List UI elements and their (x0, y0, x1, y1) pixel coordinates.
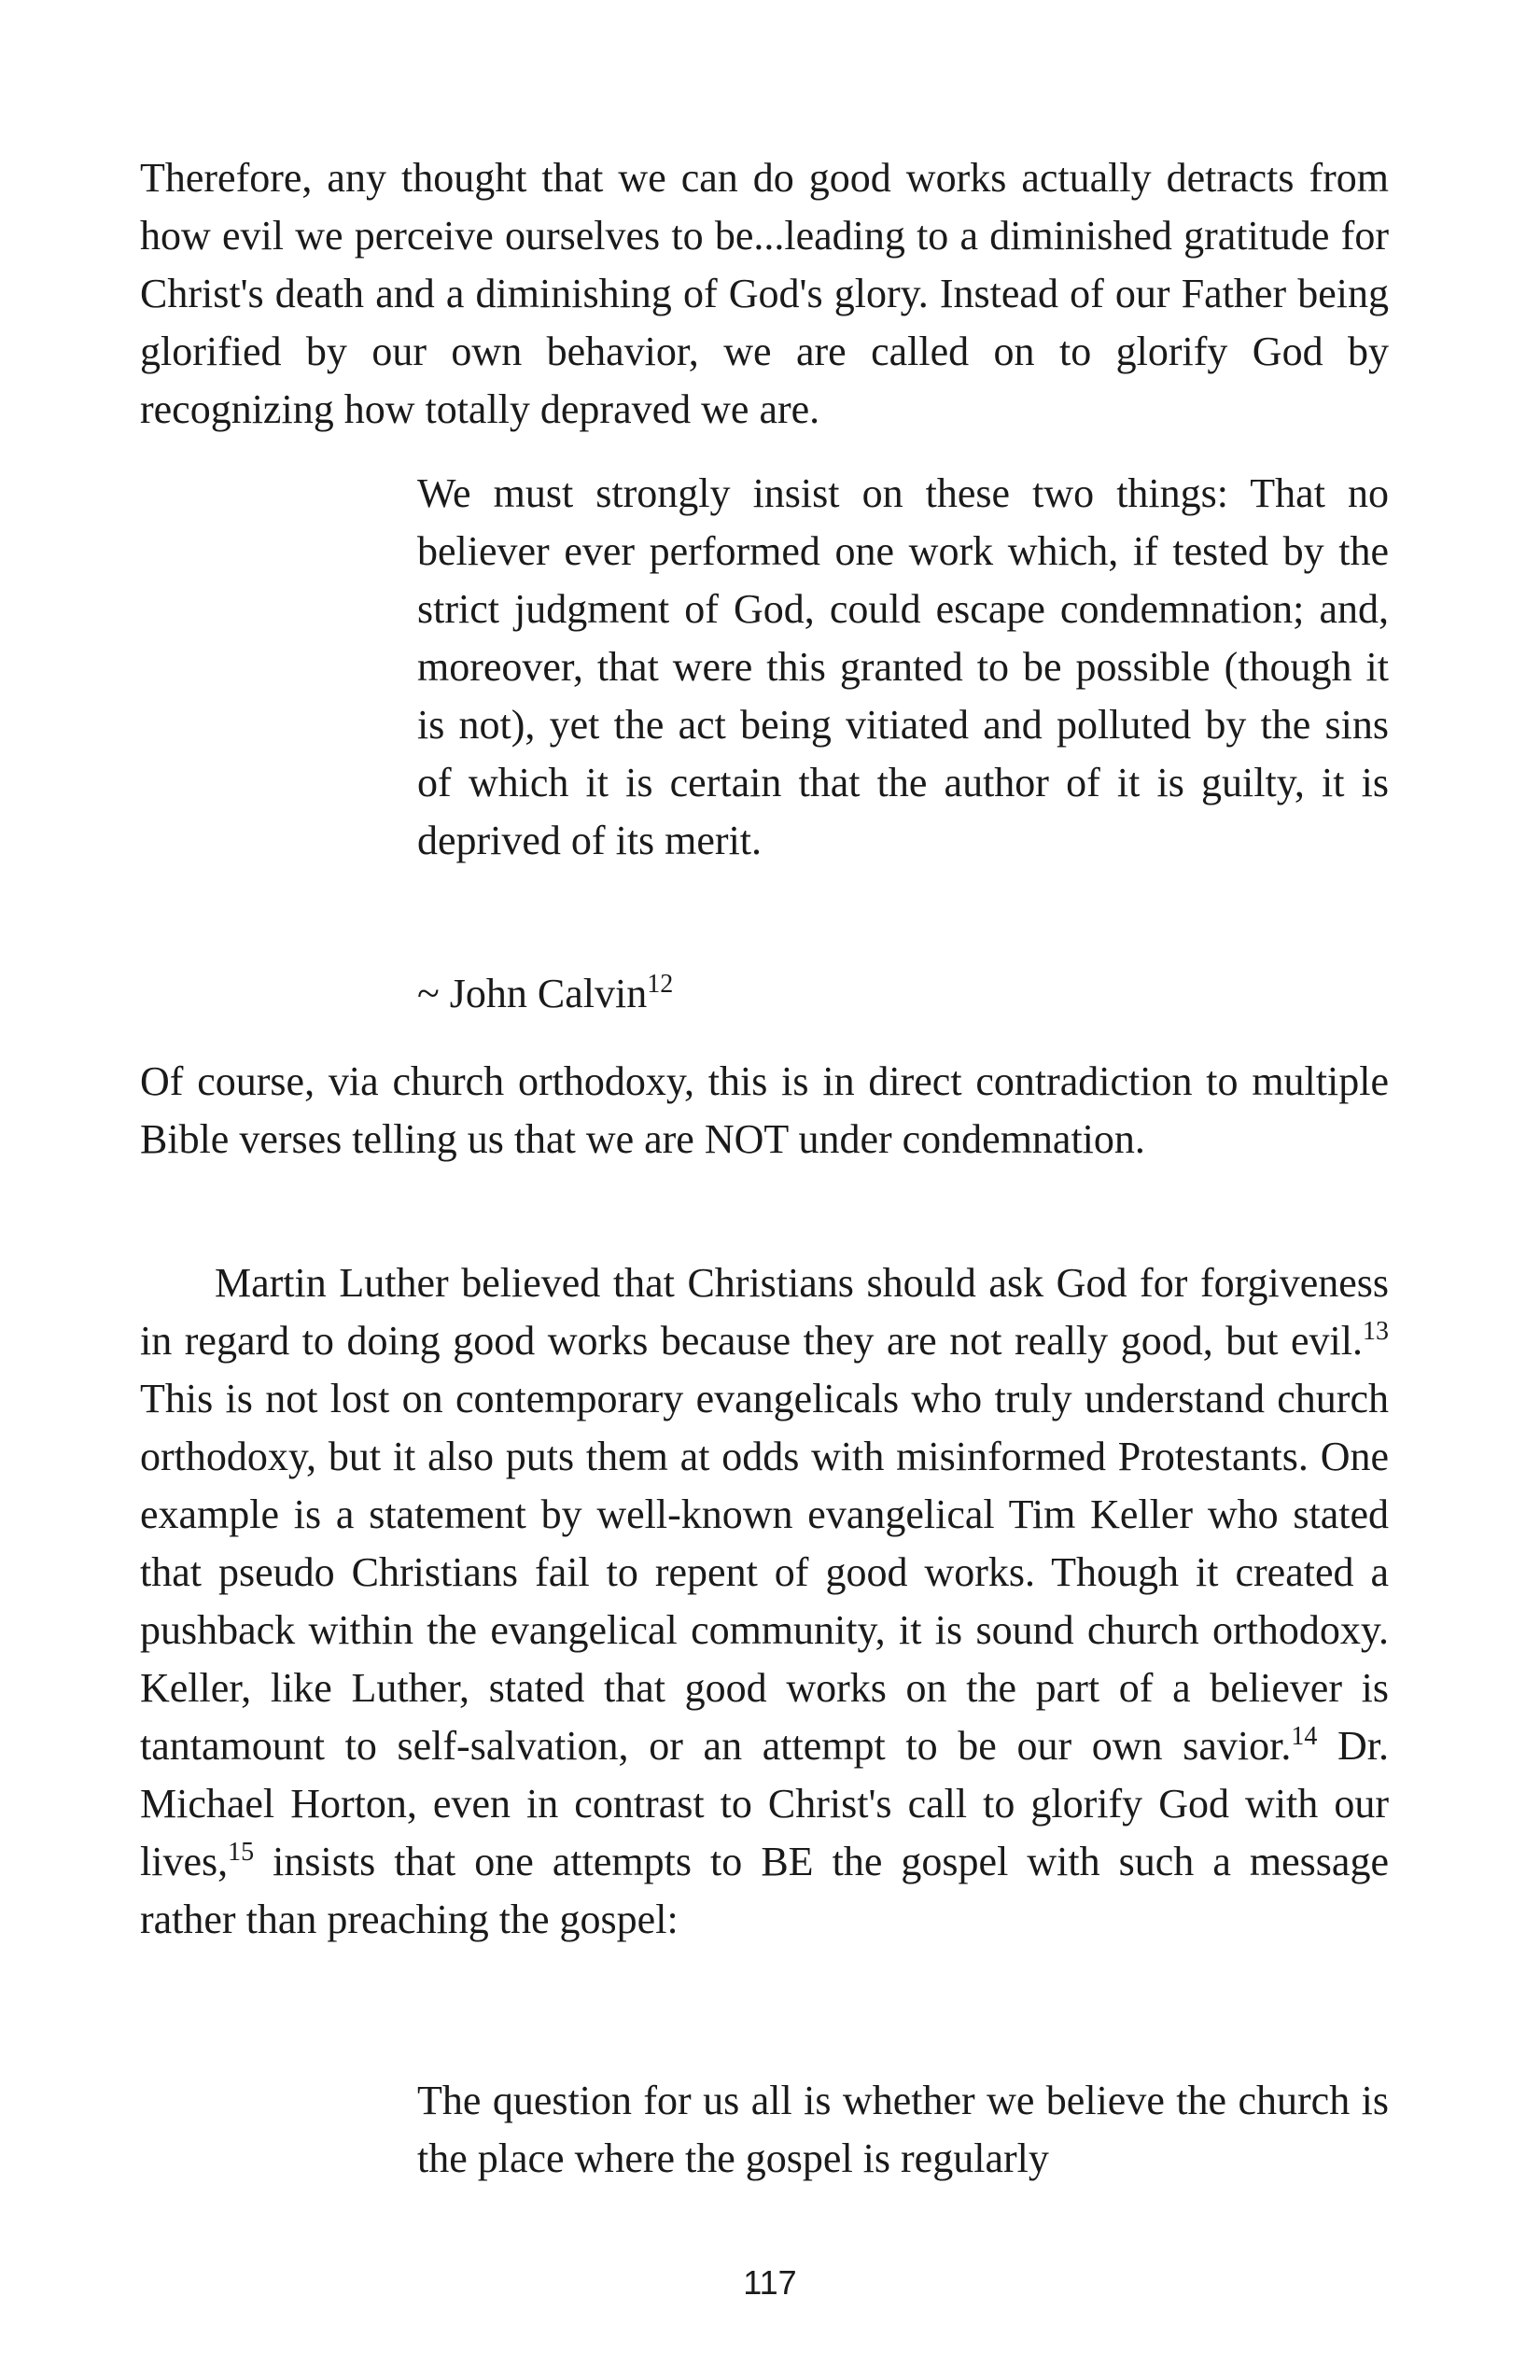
luther-text-part-3: Dr. Michael Horton, even in contrast to Christ's call to glorify God with our lives, (140, 1723, 1390, 1884)
paragraph-good-works-detract: Therefore, any thought that we can do good works actually detracts from how evil we perceive ourselves to be...leading to a diminished gratitude for Christ's death and a diminishing of God's glory. Instead of our Father being glorified by our own behavior, we are called on to glorify God by recognizing how totally depraved we are. (140, 155, 1389, 432)
footnote-marker-14: 14 (1291, 1722, 1318, 1751)
block-quote-horton: The question for us all is whether we believe the church is the place where the gospel is regularly (417, 2078, 1389, 2181)
luther-text-part-4: insists that one attempts to BE the gospel with such a message rather than preaching the gospel: (140, 1839, 1389, 1942)
paragraph-martin-luther (140, 1254, 1389, 1949)
quote-attribution (417, 965, 673, 1023)
attribution-name: ~ John Calvin (417, 971, 648, 1016)
luther-text-part-2: This is not lost on contemporary evangelicals who truly understand church orthodoxy, but it also puts them at odds with misinformed Protestants. One example is a statement by well-known evangelical Tim Keller who stated that pseudo Christians fail to repent of good works. Though it created a pushback within the evangelical community, it is sound church orthodoxy. Keller, like Luther, stated that good works on the part of a believer is tantamount to self-salvation, or an attempt to be our own savior. (140, 1376, 1389, 1769)
page-number: 117 (743, 2263, 797, 2302)
footnote-marker-15: 15 (228, 1838, 255, 1867)
footnote-marker-12: 12 (647, 970, 674, 999)
paragraph-church-orthodoxy-contradiction: Of course, via church orthodoxy, this is in direct contradiction to multiple Bible verses telling us that we are NOT under condemnation. (140, 1058, 1389, 1162)
footnote-marker-13: 13 (1363, 1317, 1389, 1346)
block-quote-calvin: We must strongly insist on these two things: That no believer ever performed one work which, if tested by the strict judgment of God, could escape condemnation; and, moreover, that were this granted to be possible (though it is not), yet the act being vitiated and polluted by the sins of which it is certain that the author of it is guilty, it is deprived of its merit. (417, 470, 1389, 863)
luther-text-part-1: Martin Luther believed that Christians should ask God for forgiveness in regard to doing good works because they are not really good, but evil. (140, 1260, 1389, 1364)
